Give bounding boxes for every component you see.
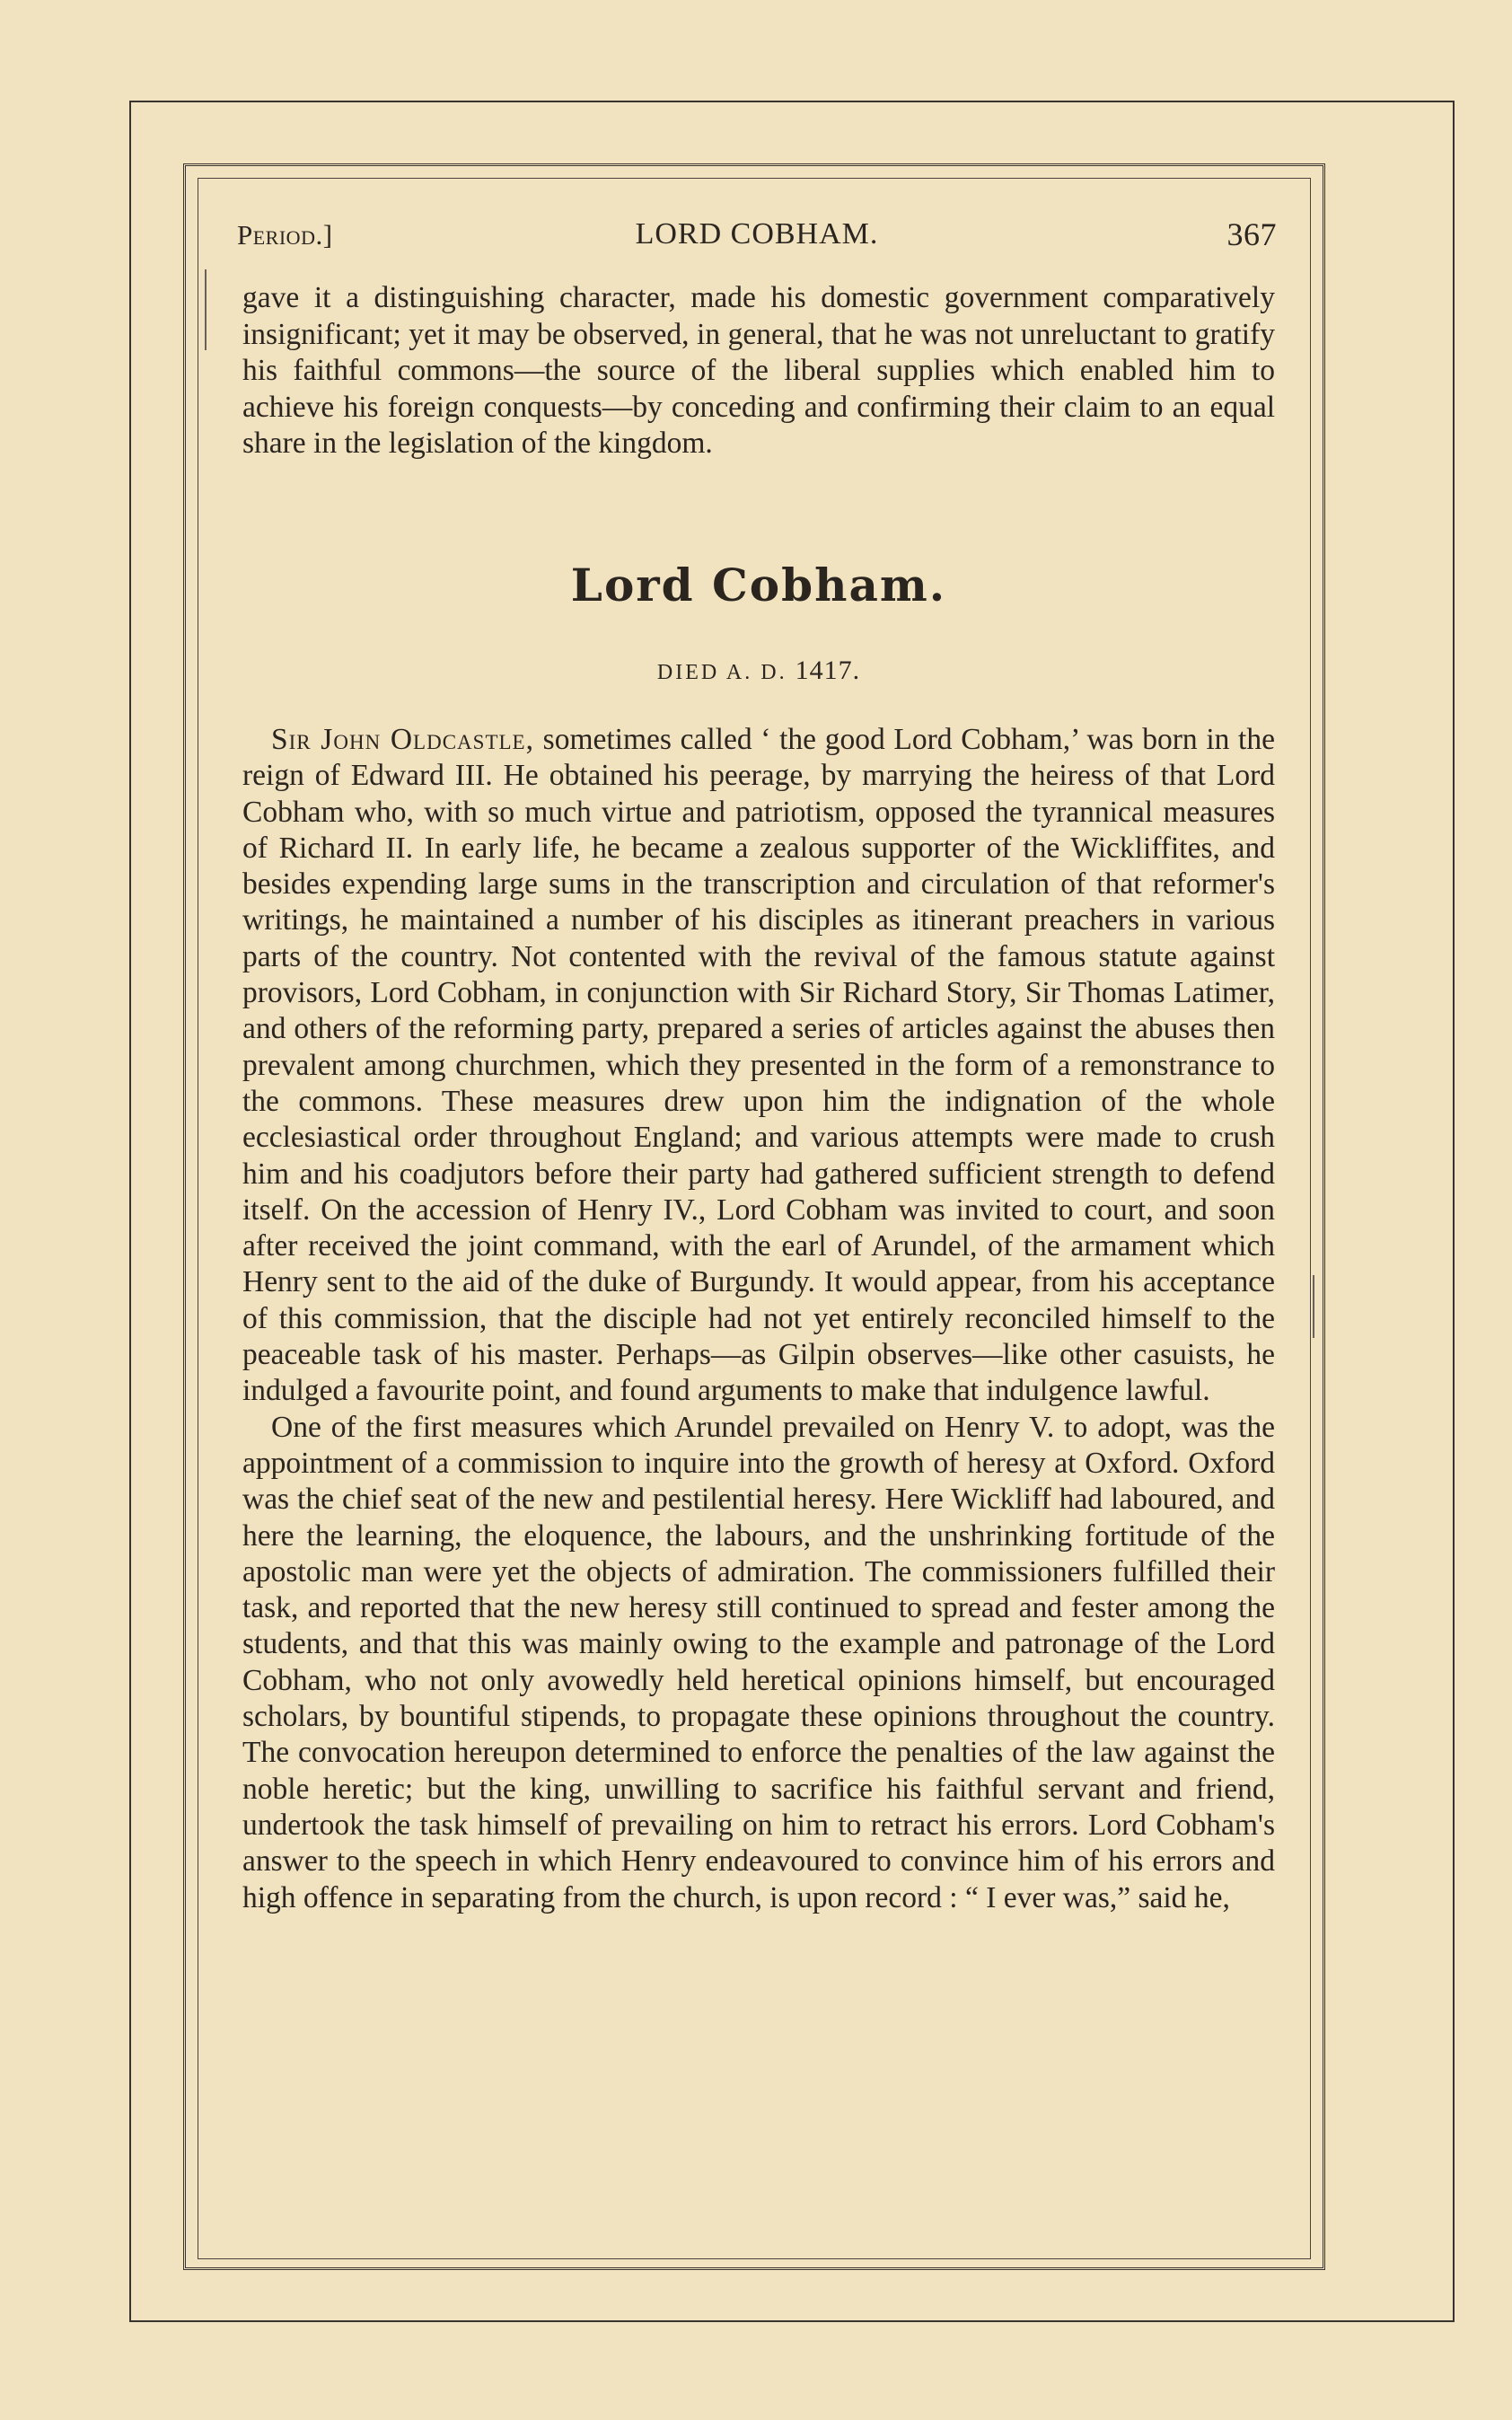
- left-margin-mark: [205, 269, 207, 350]
- died-year: 1417.: [795, 656, 861, 685]
- paragraph-1-text: sometimes called ‘ the good Lord Cobham,’ was born in the reign of Edward III. He obtained his peerage, by marrying the heiress of that Lord Cobham who, with so much virtue and patriotism, opposed the tyrannical measures of Richard II. In early life, he became a zealous supporter of the Wickliffites, and besides expending large sums in the transcription and circulation of that reformer's writings, he maintained a number of his disciples as itinerant preachers in various parts of the country. Not contented with the revival of the famous statute against provisors, Lord Cobham, in conjunction with Sir Richard Story, Sir Thomas Latimer, and others of the reforming party, prepared a series of articles against the abuses then prevalent among churchmen, which they presented in the form of a remonstrance to the commons. These measures drew upon him the indignation of the whole ecclesiastical order throughout England; and various attempts were made to crush him and his coadjutors before their party had gathered sufficient strength to defend itself. On the accession of Henry IV., Lord Cobham was invited to court, and soon after received the joint command, with the earl of Arundel, of the armament which Henry sent to the aid of the duke of Burgundy. It would appear, from his acceptance of this commission, that the disciple had not yet entirely reconciled himself to the peaceable task of his master. Perhaps—as Gilpin observes—like other casuists, he indulged a favourite point, and found arguments to make that indulgence lawful.: [242, 723, 1275, 1408]
- intro-paragraph: [242, 280, 1275, 462]
- page-number: 367: [1226, 216, 1277, 252]
- header-title: LORD COBHAM.: [635, 217, 879, 251]
- biography-body: [242, 722, 1275, 1916]
- paragraph-2: One of the first measures which Arundel prevailed on Henry V. to adopt, was the appointment of a commission to inquire into the growth of heresy at Oxford. Oxford was the chief seat of the new and pestilential heresy. Here Wickliff had laboured, and here the learning, the eloquence, the labours, and the unshrinking fortitude of the apostolic man were yet the objects of admiration. The commissioners fulfilled their task, and reported that the new heresy still continued to spread and fester among the students, and that this was mainly owing to the example and patronage of the Lord Cobham, who not only avowedly held heretical opinions himself, but encouraged scholars, by bountiful stipends, to propagate these opinions throughout the country. The convocation hereupon determined to enforce the penalties of the law against the noble heretic; but the king, unwilling to sacrifice his faithful servant and friend, undertook the task himself of prevailing on him to retract his errors. Lord Cobham's answer to the speech in which Henry endeavoured to convince him of his errors and high offence in separating from the church, is upon record : “ I ever was,” said he,: [242, 1410, 1275, 1914]
- header-period: Period.]: [237, 219, 333, 251]
- section-dates: [242, 656, 1275, 686]
- lead-name: Sir John Oldcastle,: [271, 723, 534, 756]
- running-header: [237, 214, 1277, 259]
- died-label: DIED A. D.: [656, 661, 787, 684]
- intro-text: gave it a distinguishing character, made his domestic government comparatively insignificant; yet it may be observed, in general, that he was not unreluctant to gratify his faithful commons—the source of the liberal supplies which enabled him to achieve his foreign conquests—by conceding and confirming their claim to an equal share in the legislation of the kingdom.: [242, 281, 1275, 461]
- paragraph-1: [242, 722, 1275, 1410]
- section-title: Lord Cobham.: [570, 559, 947, 612]
- right-margin-mark: [1313, 1275, 1314, 1338]
